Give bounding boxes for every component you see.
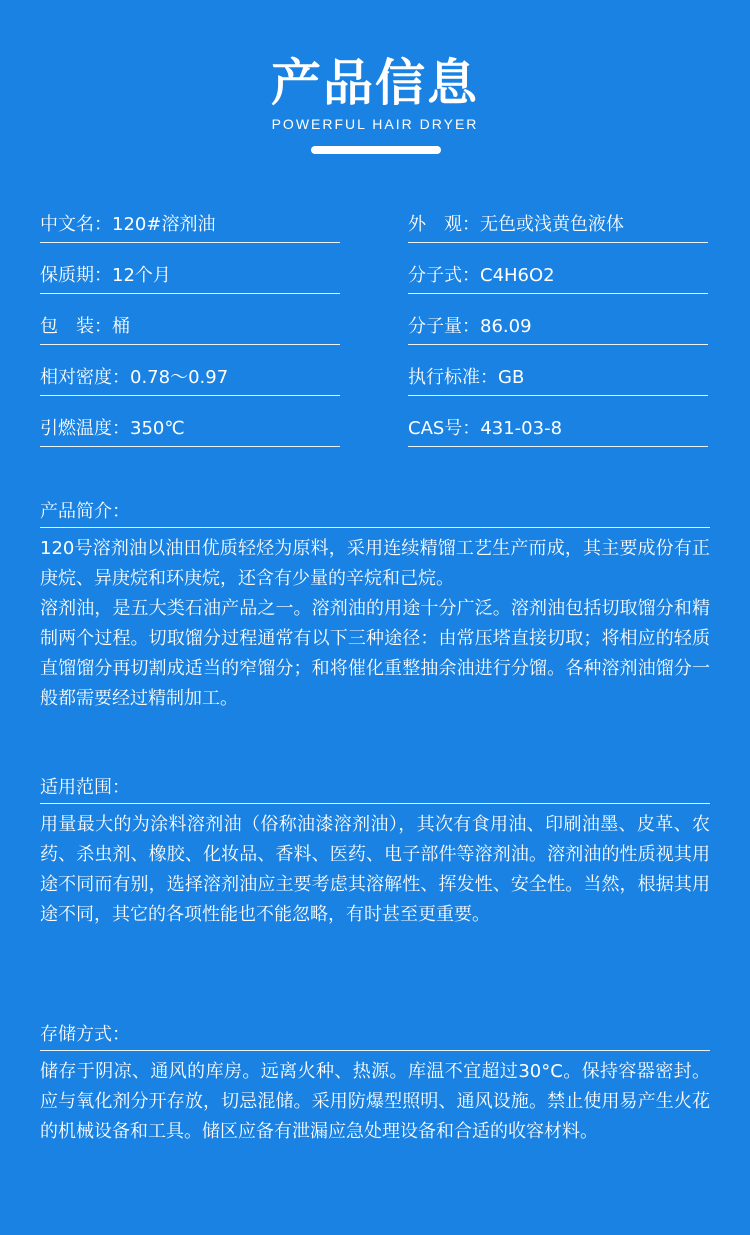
- spec-row-appearance: [408, 208, 708, 243]
- intro-body: [40, 534, 710, 714]
- spec-value: 桶: [112, 316, 130, 337]
- spec-label: 相对密度：: [40, 367, 130, 388]
- spec-label: CAS号：: [408, 418, 481, 439]
- spec-value: 0.78～0.97: [130, 367, 229, 388]
- spec-row-chinese-name: [40, 208, 340, 243]
- spec-column-left: [40, 208, 340, 463]
- spec-label: 引燃温度：: [40, 418, 130, 439]
- spec-value: 120#溶剂油: [112, 214, 216, 235]
- spec-label: 包 装：: [40, 316, 112, 337]
- spec-value: 86.09: [480, 316, 532, 337]
- spec-row-formula: [408, 259, 708, 294]
- spec-row-standard: [408, 361, 708, 396]
- intro-heading: 产品简介：: [40, 497, 710, 528]
- intro-paragraph: 溶剂油，是五大类石油产品之一。溶剂油的用途十分广泛。溶剂油包括切取馏分和精制两个过程。切取馏分过程通常有以下三种途径：由常压塔直接切取；将相应的轻质直馏馏分再切割成适当的窄馏分；和将催化重整抽余油进行分馏。各种溶剂油馏分一般都需要经过精制加工。: [40, 598, 710, 709]
- spec-row-packaging: [40, 310, 340, 345]
- spec-label: 分子量：: [408, 316, 480, 337]
- spec-value: GB: [498, 367, 525, 388]
- spec-value: C4H6O2: [480, 265, 555, 286]
- spec-value: 431-03-8: [480, 418, 563, 439]
- intro-paragraph: 120号溶剂油以油田优质轻烃为原料，采用连续精馏工艺生产而成，其主要成份有正庚烷、异庚烷和环庚烷，还含有少量的辛烷和己烷。: [40, 538, 710, 589]
- spec-row-cas: [408, 412, 708, 447]
- spec-label: 分子式：: [408, 265, 480, 286]
- usage-section: [40, 773, 710, 930]
- spec-row-ignition-temp: [40, 412, 340, 447]
- spec-label: 中文名：: [40, 214, 112, 235]
- usage-body: 用量最大的为涂料溶剂油（俗称油漆溶剂油），其次有食用油、印刷油墨、皮革、农药、杀虫剂、橡胶、化妆品、香料、医药、电子部件等溶剂油。溶剂油的性质视其用途不同而有别，选择溶剂油应主要考虑其溶解性、挥发性、安全性。当然，根据其用途不同，其它的各项性能也不能忽略，有时甚至更重要。: [40, 814, 710, 925]
- spec-row-shelf-life: [40, 259, 340, 294]
- intro-section: [40, 497, 710, 714]
- title-underline-bar: [311, 146, 441, 154]
- spec-value: 350℃: [130, 418, 185, 439]
- spec-value: 无色或浅黄色液体: [480, 214, 624, 235]
- storage-body: 储存于阴凉、通风的库房。远离火种、热源。库温不宜超过30°C。保持容器密封。应与氧化剂分开存放，切忌混储。采用防爆型照明、通风设施。禁止使用易产生火花的机械设备和工具。储区应备有泄漏应急处理设备和合适的收容材料。: [40, 1061, 710, 1142]
- storage-heading: 存储方式：: [40, 1020, 710, 1051]
- spec-row-density: [40, 361, 340, 396]
- spec-label: 外 观：: [408, 214, 480, 235]
- spec-value: 12个月: [112, 265, 171, 286]
- spec-column-right: [408, 208, 708, 463]
- spec-label: 执行标准：: [408, 367, 498, 388]
- spec-label: 保质期：: [40, 265, 112, 286]
- page-subtitle: POWERFUL HAIR DRYER: [271, 116, 479, 132]
- spec-row-molecular-weight: [408, 310, 708, 345]
- storage-section: [40, 1020, 710, 1147]
- usage-heading: 适用范围：: [40, 773, 710, 804]
- page-title: 产品信息: [271, 54, 479, 112]
